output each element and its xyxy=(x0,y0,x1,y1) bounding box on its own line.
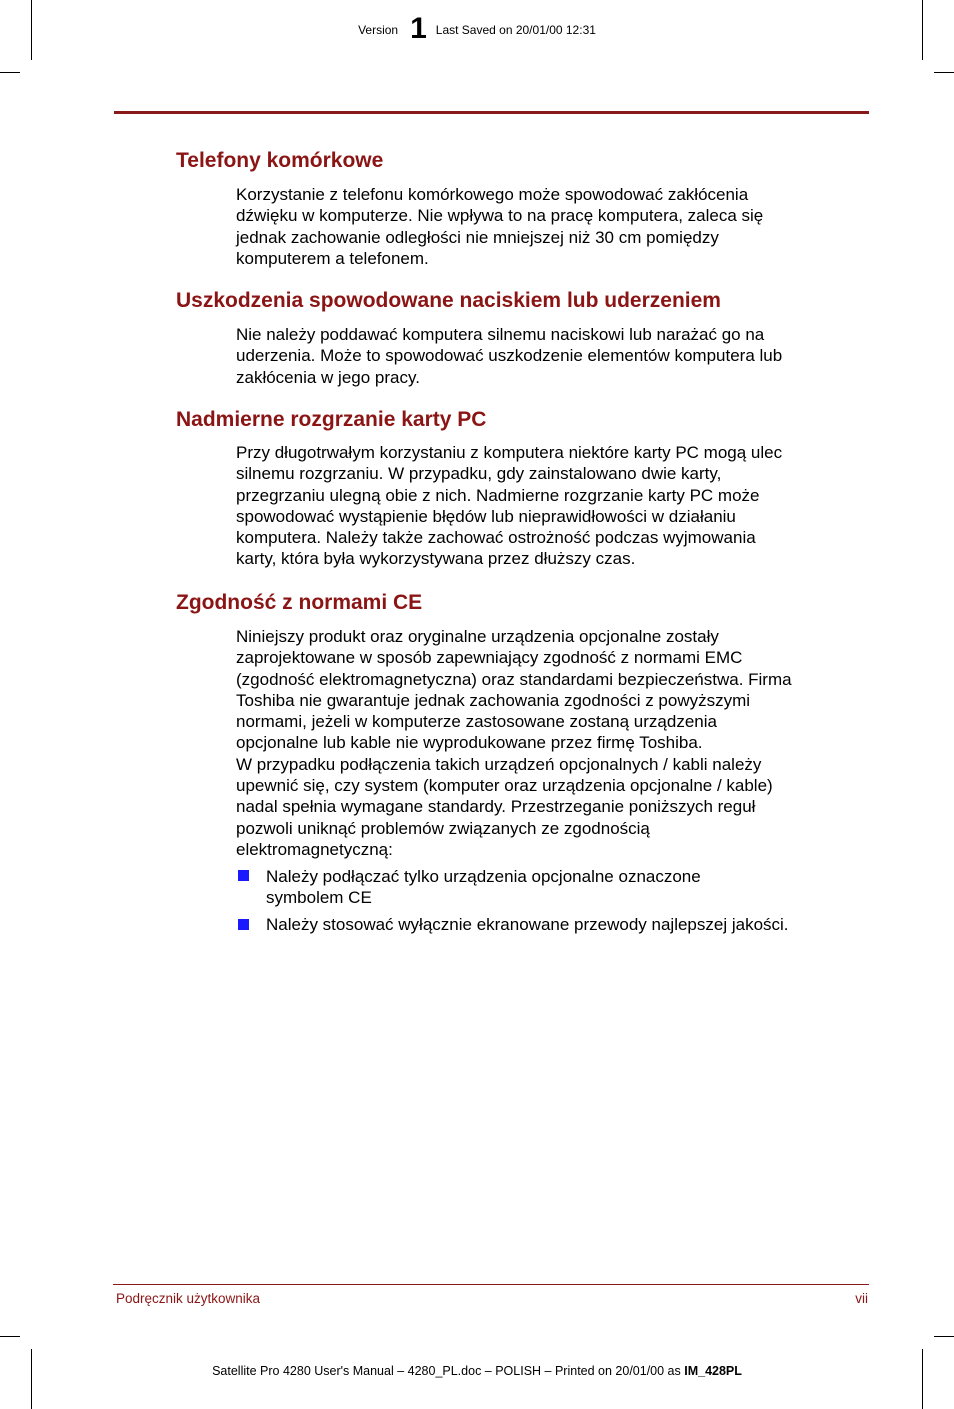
crop-mark xyxy=(0,1336,20,1337)
section-body-pc-card-heat: Przy długotrwałym korzystaniu z komputera niektóre karty PC mogą ulec silnemu rozgrzaniu. W przypadku, gdy zainstalowano dwie karty, przegrzaniu ulegną obie z nich. Nadmierne rozgrzanie karty PC może spowodować wystąpienie błędów lub nieprawidłowości w działaniu komputera. Należy także zachować ostrożność podczas wyjmowania karty, która była wykorzystywana przez dłuższy czas. xyxy=(236,443,783,569)
section-body-ce-compliance: Niniejszy produkt oraz oryginalne urządzenia opcjonalne zostały zaprojektowane w sposób zapewniający zgodność z normami EMC (zgodność elektromagnetyczna) oraz standardami bezpieczeństwa. Firma Toshiba nie gwarantuje jednak zachowania zgodności z powyższymi normami, jeżeli w komputerze zastosowane zostaną urządzenia opcjonalne lub kable nie wyprodukowane przez firmę Toshiba. W przypadku podłączenia takich urządzeń opcjonalnych / kabli należy upewnić się, czy system (komputer oraz urządzenia opcjonalne / kable) nadal spełnia wymagane standardy. Przestrzeganie poniższych reguł pozwoli uniknąć problemów związanych ze zgodnością elektromagnetyczną: xyxy=(236,627,792,859)
section-title-pc-card-heat: Nadmierne rozgrzanie karty PC xyxy=(176,408,487,431)
section-title-pressure-damage: Uszkodzenia spowodowane naciskiem lub uderzeniem xyxy=(176,289,721,312)
print-info-text: Satellite Pro 4280 User's Manual – 4280_PL.doc – POLISH – Printed on 20/01/00 as xyxy=(212,1364,685,1378)
footer-manual-title: Podręcznik użytkownika xyxy=(116,1291,261,1306)
crop-mark xyxy=(31,1349,32,1409)
version-header xyxy=(0,14,954,45)
section-title-mobile-phones: Telefony komórkowe xyxy=(176,149,384,172)
section-title-ce-compliance: Zgodność z normami CE xyxy=(176,591,423,614)
bullet-square-icon xyxy=(238,870,249,881)
print-info xyxy=(0,1364,954,1378)
footer-page-number: vii xyxy=(855,1291,868,1306)
crop-mark xyxy=(934,72,954,73)
footer-rule xyxy=(113,1284,869,1285)
header-rule xyxy=(114,111,869,114)
list-item: Należy stosować wyłącznie ekranowane przewody najlepszej jakości. xyxy=(266,915,789,934)
last-saved: Last Saved on 20/01/00 12:31 xyxy=(435,23,596,37)
version-label: Version xyxy=(358,23,399,37)
crop-mark xyxy=(934,1336,954,1337)
section-body-pressure-damage: Nie należy poddawać komputera silnemu naciskowi lub narażać go na uderzenia. Może to spowodować uszkodzenie elementów komputera lub zakłócenia w jego pracy. xyxy=(236,325,783,387)
bullet-square-icon xyxy=(238,919,249,930)
list-item: Należy podłączać tylko urządzenia opcjonalne oznaczone symbolem CE xyxy=(266,867,701,908)
version-number: 1 xyxy=(410,12,427,45)
crop-mark xyxy=(0,72,20,73)
print-info-code: IM_428PL xyxy=(684,1364,742,1378)
crop-mark xyxy=(922,1349,923,1409)
section-body-mobile-phones: Korzystanie z telefonu komórkowego może spowodować zakłócenia dźwięku w komputerze. Nie wpływa to na pracę komputera, zaleca się jednak zachowanie odległości nie mniejszej niż 30 cm pomiędzy komputerem a telefonem. xyxy=(236,185,764,268)
